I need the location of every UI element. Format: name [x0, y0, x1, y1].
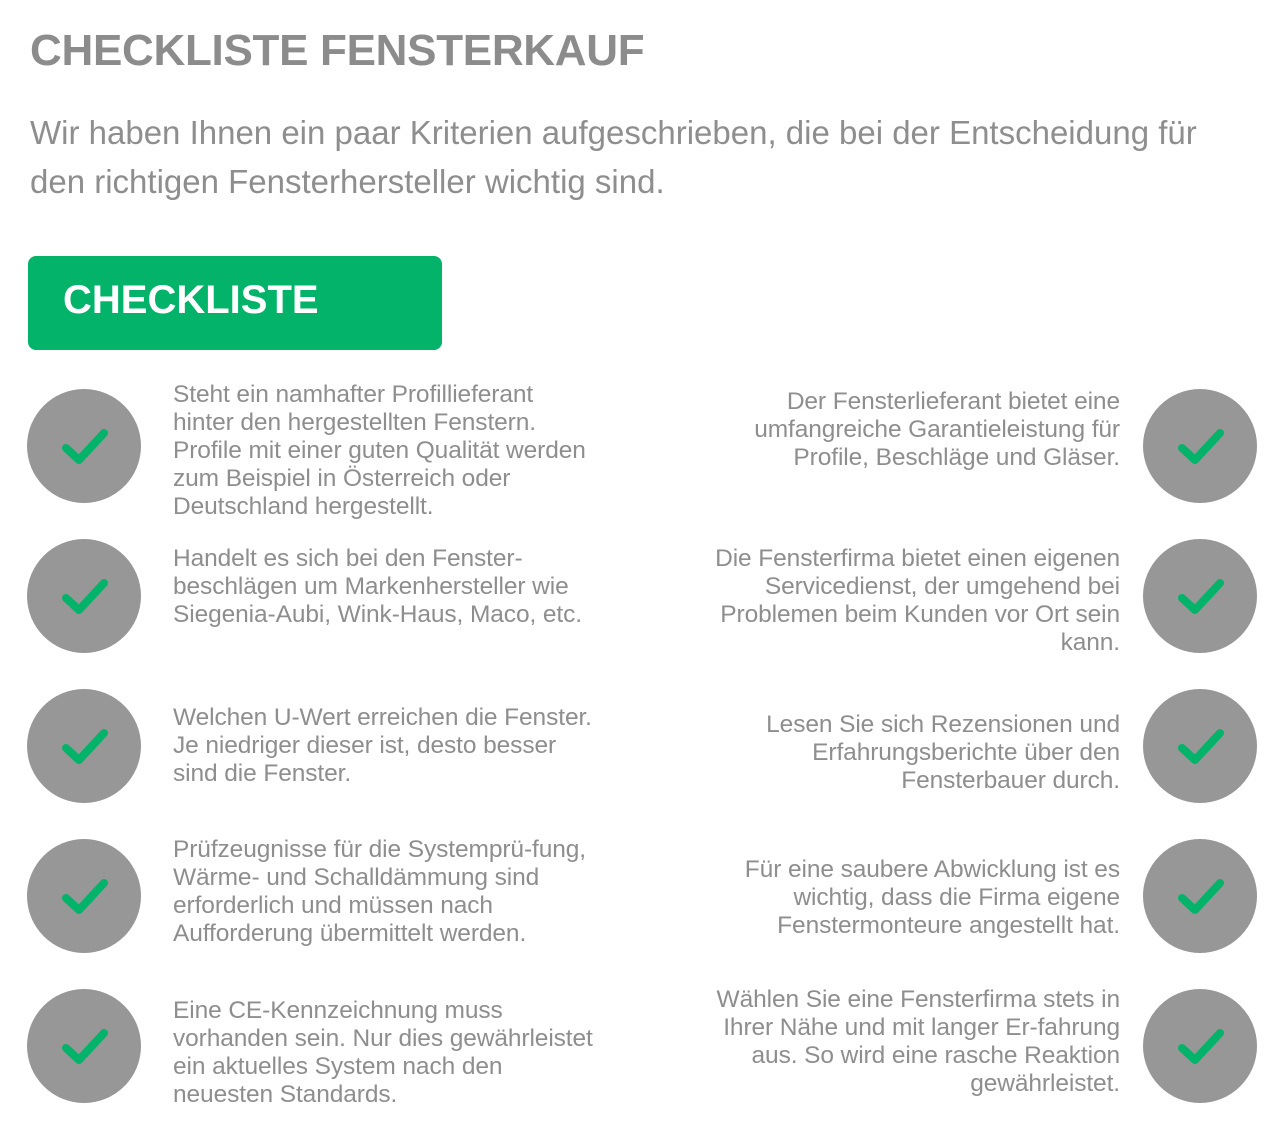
check-circle — [1143, 389, 1257, 503]
checklist-item-text: Die Fensterfirma bietet einen eigenen Servicedienst, der umgehend bei Problemen beim Kunden vor Ort sein kann. — [715, 545, 1120, 656]
check-icon — [1178, 1027, 1224, 1067]
checklist-item-text: Eine CE-Kennzeichnung muss vorhanden sein. Nur dies gewährleistet ein aktuelles System nach den neuesten Standards. — [173, 997, 593, 1108]
check-circle — [27, 389, 141, 503]
check-icon — [1178, 727, 1224, 767]
checklist-item-text: Für eine saubere Abwicklung ist es wichtig, dass die Firma eigene Fenstermonteure angestellt hat. — [744, 856, 1120, 939]
check-circle — [1143, 539, 1257, 653]
checklist-item-text: Prüfzeugnisse für die Systemprü-fung, Wärme- und Schalldämmung sind erforderlich und müssen nach Aufforderung übermittelt werden. — [173, 836, 587, 947]
check-circle — [27, 989, 141, 1103]
checklist-item-text: Welchen U-Wert erreichen die Fenster. Je niedriger dieser ist, desto besser sind die Fenster. — [173, 704, 592, 787]
check-circle — [1143, 839, 1257, 953]
check-icon — [1178, 577, 1224, 617]
check-icon — [1178, 427, 1224, 467]
check-icon — [1178, 877, 1224, 917]
checklist-item-text: Wählen Sie eine Fensterfirma stets in Ihrer Nähe und mit langer Er-fahrung aus. So wird eine rasche Reaktion gewährleistet. — [716, 986, 1120, 1097]
page-title: CHECKLISTE FENSTERKAUF — [30, 26, 645, 75]
checklist-item-text: Lesen Sie sich Rezensionen und Erfahrungsberichte über den Fensterbauer durch. — [766, 711, 1120, 794]
checklist-item-text: Handelt es sich bei den Fenster-beschlägen um Markenhersteller wie Siegenia-Aubi, Wink-Haus, Maco, etc. — [173, 545, 582, 628]
check-circle — [1143, 989, 1257, 1103]
check-circle — [27, 689, 141, 803]
checklist-badge — [28, 256, 442, 350]
intro-text: Wir haben Ihnen ein paar Kriterien aufgeschrieben, die bei der Entscheidung für den richtigen Fensterhersteller wichtig sind. — [30, 114, 1197, 200]
check-icon — [62, 577, 108, 617]
check-circle — [27, 839, 141, 953]
check-icon — [62, 727, 108, 767]
checklist-item-text: Steht ein namhafter Profillieferant hinter den hergestellten Fenstern. Profile mit einer guten Qualität werden zum Beispiel in Österreich oder Deutschland hergestellt. — [173, 381, 586, 520]
check-icon — [62, 1027, 108, 1067]
check-icon — [62, 877, 108, 917]
check-circle — [27, 539, 141, 653]
check-circle — [1143, 689, 1257, 803]
checklist-item-text: Der Fensterlieferant bietet eine umfangreiche Garantieleistung für Profile, Beschläge und Gläser. — [754, 388, 1120, 471]
checklist-badge-label: CHECKLISTE — [63, 278, 319, 322]
check-icon — [62, 427, 108, 467]
